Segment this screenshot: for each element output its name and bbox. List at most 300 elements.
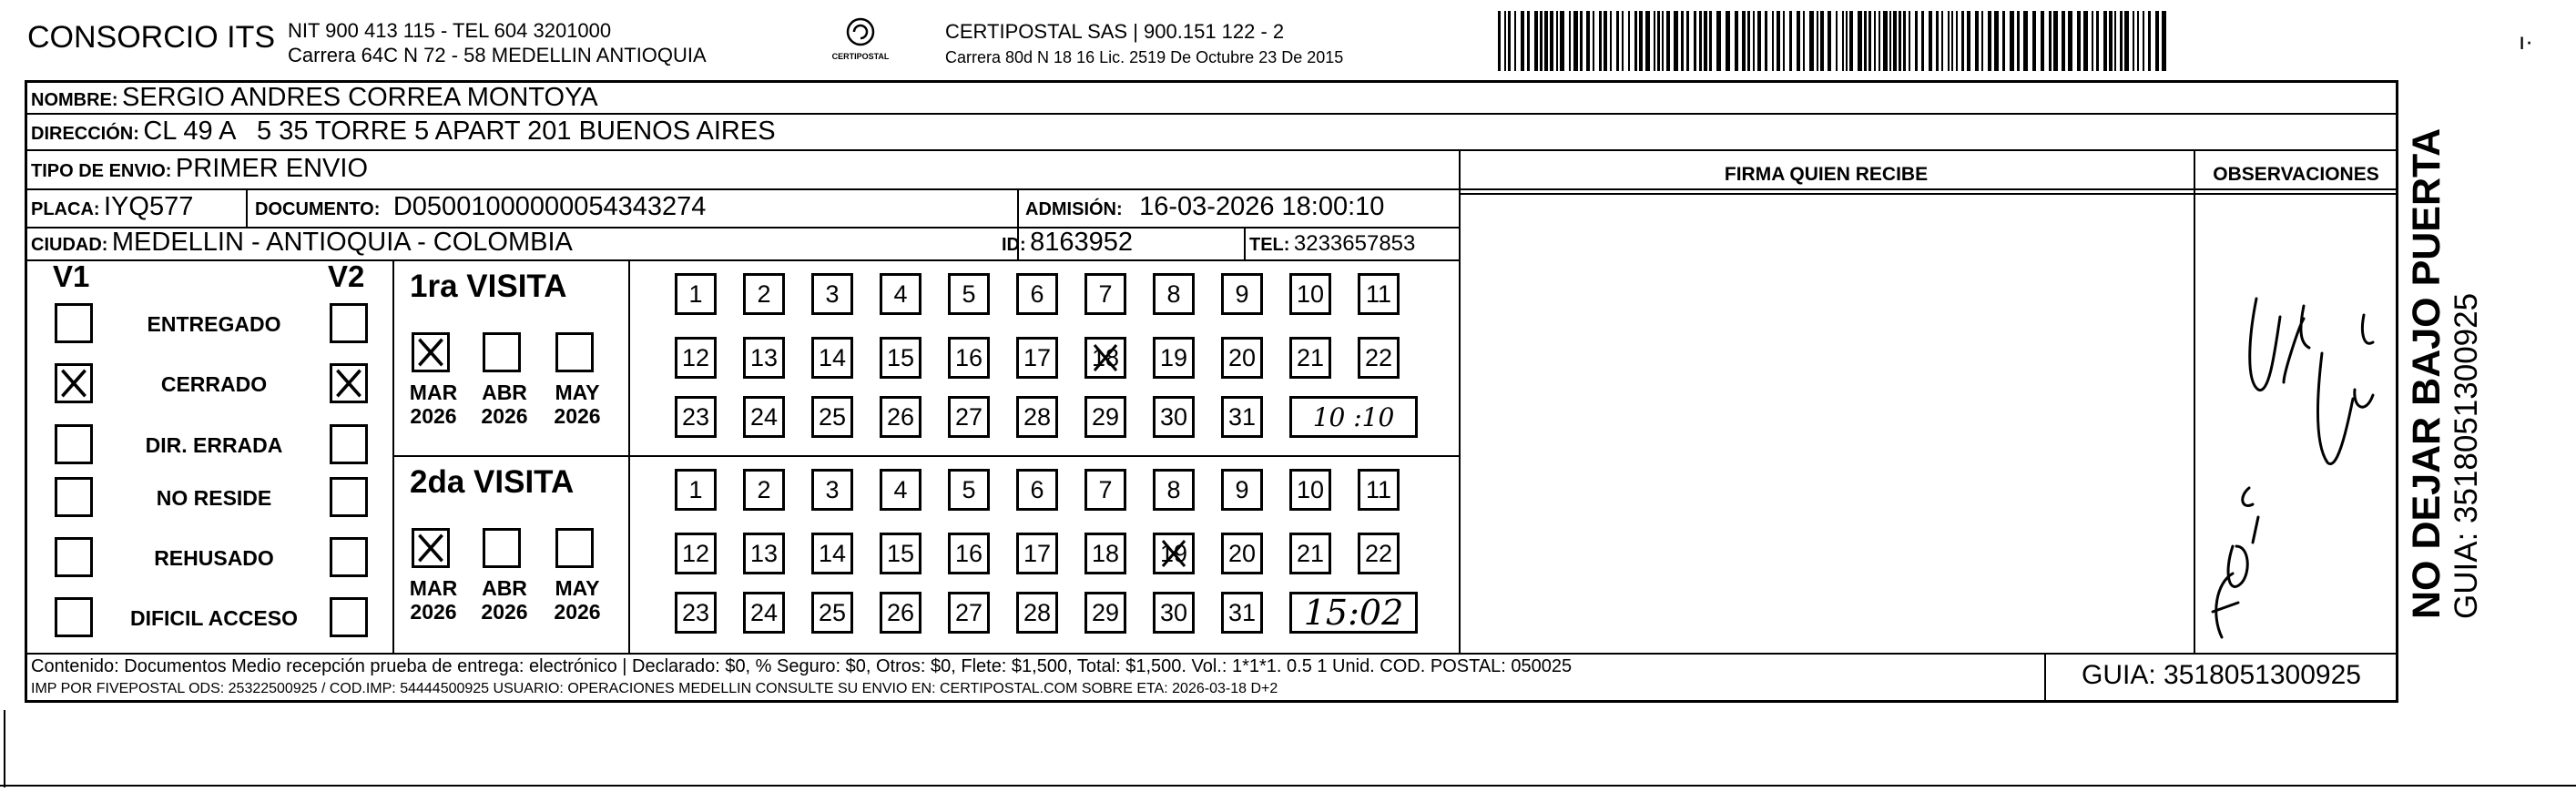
day-box-20[interactable] [1221, 533, 1263, 574]
day-number: 2 [757, 279, 771, 308]
day-number: 27 [954, 598, 983, 626]
day-box-28[interactable] [1016, 592, 1058, 634]
day-number: 16 [954, 343, 983, 371]
nombre-value: SERGIO ANDRES CORREA MONTOYA [122, 83, 598, 112]
day-box-12[interactable] [675, 337, 717, 379]
day-number: 26 [886, 402, 915, 431]
barcode-bar [1915, 11, 1918, 71]
day-box-9[interactable] [1221, 273, 1263, 315]
day-box-31[interactable] [1221, 396, 1263, 438]
month-label [475, 576, 534, 624]
day-box-1[interactable] [675, 273, 717, 315]
day-number: 12 [681, 539, 710, 567]
day-box-27[interactable] [948, 396, 990, 438]
barcode-bar [1757, 11, 1761, 71]
barcode-bar [2133, 11, 2134, 71]
day-box-8[interactable] [1153, 469, 1195, 511]
barcode-bar [1941, 11, 1943, 71]
side-mark: ı· [2519, 27, 2533, 55]
day-box-8[interactable] [1153, 273, 1195, 315]
barcode-bar [1817, 11, 1818, 71]
day-number: 5 [962, 475, 976, 503]
day-box-15[interactable] [880, 337, 921, 379]
day-box-22[interactable] [1358, 337, 1400, 379]
month-checkbox-may[interactable] [555, 332, 594, 372]
status-label-3: DIR. ERRADA [145, 433, 283, 457]
tipo-field [31, 154, 368, 184]
day-number: 27 [954, 402, 983, 431]
barcode-bar [2062, 11, 2065, 71]
logo-text: CERTIPOSTAL [831, 52, 890, 61]
admision-label: ADMISIÓN: [1025, 199, 1123, 219]
side-guia: GUIA: 3518051300925 [2449, 292, 2484, 619]
barcode-bar [1879, 11, 1880, 71]
day-number: 14 [818, 343, 847, 371]
day-box-15[interactable] [880, 533, 921, 574]
month-year: 2026 [410, 600, 457, 624]
barcode-bar [1699, 11, 1702, 71]
day-number: 7 [1098, 475, 1113, 503]
v2-checkbox-5[interactable] [330, 537, 368, 577]
day-box-25[interactable] [811, 592, 853, 634]
barcode-bar [1948, 11, 1950, 71]
month-checkbox-mar[interactable] [412, 332, 450, 372]
company-address: Carrera 64C N 72 - 58 MEDELLIN ANTIOQUIA [288, 44, 707, 66]
day-box-4[interactable] [880, 273, 921, 315]
day-number: 30 [1159, 402, 1188, 431]
courier-nit: CERTIPOSTAL SAS | 900.151 122 - 2 [945, 20, 1285, 43]
observaciones-header: OBSERVACIONES [2213, 164, 2379, 185]
month-year: 2026 [554, 600, 601, 624]
v1-checkbox-2[interactable] [55, 363, 93, 403]
barcode-bar [1498, 11, 1501, 71]
day-box-21[interactable] [1289, 533, 1331, 574]
barcode-bar [1586, 11, 1590, 71]
day-number: 20 [1227, 539, 1257, 567]
day-box-22[interactable] [1358, 533, 1400, 574]
barcode-bar [1508, 11, 1511, 71]
barcode-bar [1929, 11, 1932, 71]
month-year: 2026 [410, 404, 457, 428]
barcode-bar [1765, 11, 1767, 71]
barcode-bar [1521, 11, 1524, 71]
barcode-bar [1560, 11, 1564, 71]
barcode-bar [1735, 11, 1738, 71]
v2-checkbox-1[interactable] [330, 303, 368, 343]
month-name: ABR [482, 576, 527, 600]
day-box-23[interactable] [675, 396, 717, 438]
barcode-bar [1593, 11, 1594, 71]
barcode-bar [1893, 11, 1897, 71]
day-box-11[interactable] [1358, 469, 1400, 511]
barcode-bar [1858, 11, 1862, 71]
x-mark-icon [57, 366, 90, 401]
visit-time-box-1[interactable] [1289, 396, 1418, 438]
day-number: 12 [681, 343, 710, 371]
day-number: 30 [1159, 598, 1188, 626]
month-year: 2026 [481, 404, 528, 428]
day-box-21[interactable] [1289, 337, 1331, 379]
v2-checkbox-2[interactable] [330, 363, 368, 403]
day-box-27[interactable] [948, 592, 990, 634]
day-box-31[interactable] [1221, 592, 1263, 634]
x-mark-icon [1156, 535, 1192, 572]
day-number: 1 [688, 279, 703, 308]
barcode-bar [2155, 11, 2159, 71]
tel-label: TEL: [1249, 235, 1290, 255]
month-label [404, 381, 463, 428]
barcode-bar [1556, 11, 1558, 71]
tipo-label: TIPO DE ENVIO: [31, 161, 172, 181]
barcode-bar [1846, 11, 1848, 71]
month-checkbox-abr[interactable] [483, 332, 521, 372]
barcode-bar [1666, 11, 1670, 71]
month-name: MAR [409, 576, 458, 600]
x-mark-icon [414, 531, 447, 565]
barcode-bar [1622, 11, 1624, 71]
day-box-29[interactable] [1084, 396, 1126, 438]
day-box-9[interactable] [1221, 469, 1263, 511]
barcode-bar [1951, 11, 1953, 71]
barcode-bar [1599, 11, 1602, 71]
courier-info [945, 18, 1343, 71]
barcode-bar [1569, 11, 1571, 71]
imp-text: IMP POR FIVEPOSTAL ODS: 25322500925 / COD.IMP: 54444500925 USUARIO: OPERACIONES MEDELLIN CONSULTE SU ENVIO EN: CERTIPOSTAL.COM SOBRE ETA: 2026-03-18 D+2 [31, 681, 1278, 696]
day-number: 14 [818, 539, 847, 567]
barcode-bar [1610, 11, 1612, 71]
ciudad-field [31, 228, 573, 258]
barcode-bar [1772, 11, 1774, 71]
certipostal-logo [824, 16, 897, 61]
barcode-bar [2023, 11, 2028, 71]
barcode-bar [2162, 11, 2166, 71]
day-number: 28 [1023, 402, 1052, 431]
status-label-5: REHUSADO [154, 546, 274, 570]
day-number: 13 [749, 539, 779, 567]
barcode-bar [1639, 11, 1643, 71]
barcode-bar [1527, 11, 1530, 71]
placa-label: PLACA: [31, 199, 100, 219]
barcode-bar [2077, 11, 2081, 71]
day-box-14[interactable] [811, 337, 853, 379]
status-label-4: NO RESIDE [156, 486, 272, 510]
v1-checkbox-5[interactable] [55, 537, 93, 577]
month-label [404, 576, 463, 624]
day-box-13[interactable] [743, 337, 785, 379]
v1-label: V1 [53, 259, 90, 293]
direccion-value: CL 49 A 5 35 TORRE 5 APART 201 BUENOS AIRES [143, 117, 776, 146]
v2-checkbox-4[interactable] [330, 477, 368, 517]
barcode-bar [1903, 11, 1906, 71]
tel-value: 3233657853 [1293, 231, 1416, 256]
day-box-14[interactable] [811, 533, 853, 574]
barcode-bar [2041, 11, 2044, 71]
day-box-20[interactable] [1221, 337, 1263, 379]
day-box-1[interactable] [675, 469, 717, 511]
handwritten-signature [2185, 273, 2395, 646]
firma-header: FIRMA QUIEN RECIBE [1724, 164, 1929, 185]
v1-checkbox-4[interactable] [55, 477, 93, 517]
day-box-24[interactable] [743, 592, 785, 634]
barcode-bar [2010, 11, 2014, 71]
visit-time-box-2[interactable] [1289, 592, 1418, 634]
barcode-bar [1716, 11, 1721, 71]
day-number: 20 [1227, 343, 1257, 371]
day-box-16[interactable] [948, 337, 990, 379]
barcode-bar [1961, 11, 1964, 71]
barcode-bar [1550, 11, 1553, 71]
barcode-bar [1654, 11, 1655, 71]
day-box-19[interactable] [1153, 337, 1195, 379]
visit-title-1: 1ra VISITA [410, 269, 567, 304]
v1-checkbox-6[interactable] [55, 597, 93, 637]
v2-checkbox-3[interactable] [330, 424, 368, 464]
barcode-bar [2148, 11, 2151, 71]
day-box-19[interactable] [1153, 533, 1195, 574]
day-box-7[interactable] [1084, 273, 1126, 315]
barcode-bar [1988, 11, 1991, 71]
barcode-bar [1645, 11, 1650, 71]
day-box-17[interactable] [1016, 337, 1058, 379]
day-box-18[interactable] [1084, 533, 1126, 574]
day-box-6[interactable] [1016, 469, 1058, 511]
barcode-bar [1874, 11, 1876, 71]
barcode-bar [1726, 11, 1730, 71]
day-box-6[interactable] [1016, 273, 1058, 315]
day-box-3[interactable] [811, 273, 853, 315]
barcode-bar [1504, 11, 1506, 71]
day-number: 8 [1166, 279, 1181, 308]
day-number: 15 [886, 343, 915, 371]
barcode-bar [1936, 11, 1939, 71]
day-number: 21 [1296, 539, 1325, 567]
barcode-bar [1514, 11, 1516, 71]
barcode-bar [1883, 11, 1888, 71]
day-number: 23 [681, 598, 710, 626]
month-year: 2026 [481, 600, 528, 624]
day-box-17[interactable] [1016, 533, 1058, 574]
barcode-bar [1634, 11, 1637, 71]
day-number: 29 [1091, 402, 1120, 431]
status-label-2: CERRADO [160, 372, 268, 396]
day-number: 22 [1364, 343, 1393, 371]
barcode-bar [2124, 11, 2129, 71]
barcode-bar [1709, 11, 1712, 71]
x-mark-icon [332, 366, 365, 401]
barcode-bar [1704, 11, 1707, 71]
day-box-3[interactable] [811, 469, 853, 511]
barcode-bar [1909, 11, 1910, 71]
barcode-bar [1580, 11, 1583, 71]
day-number: 6 [1030, 279, 1044, 308]
day-number: 22 [1364, 539, 1393, 567]
barcode-bar [1868, 11, 1871, 71]
day-number: 9 [1235, 279, 1249, 308]
barcode-bar [2017, 11, 2020, 71]
barcode-bar [1694, 11, 1696, 71]
barcode-bar [1789, 11, 1792, 71]
day-number: 17 [1023, 343, 1052, 371]
month-name: MAR [409, 381, 458, 404]
day-number: 25 [818, 598, 847, 626]
barcode-bar [1616, 11, 1619, 71]
admision-value: 16-03-2026 18:00:10 [1139, 192, 1385, 221]
barcode-bar [2109, 11, 2113, 71]
barcode-bar [1657, 11, 1660, 71]
status-label-6: DIFICIL ACCESO [129, 606, 298, 630]
day-box-13[interactable] [743, 533, 785, 574]
day-number: 10 [1296, 279, 1325, 308]
day-box-7[interactable] [1084, 469, 1126, 511]
day-number: 6 [1030, 475, 1044, 503]
footer-guia: GUIA: 3518051300925 [2082, 660, 2361, 690]
barcode-bar [1975, 11, 1979, 71]
barcode-bar [1956, 11, 1958, 71]
month-checkbox-mar[interactable] [412, 528, 450, 568]
barcode-bar [1899, 11, 1901, 71]
day-number: 13 [749, 343, 779, 371]
day-number: 11 [1365, 279, 1392, 308]
day-box-10[interactable] [1289, 273, 1331, 315]
month-label [548, 576, 606, 624]
barcode-bar [1889, 11, 1891, 71]
barcode-bar [2053, 11, 2058, 71]
v1-checkbox-3[interactable] [55, 424, 93, 464]
barcode-bar [1573, 11, 1578, 71]
day-box-26[interactable] [880, 592, 921, 634]
day-box-18[interactable] [1084, 337, 1126, 379]
day-box-29[interactable] [1084, 592, 1126, 634]
day-number: 3 [825, 475, 840, 503]
day-number: 8 [1166, 475, 1181, 503]
barcode-bar [1686, 11, 1689, 71]
barcode-bar [1753, 11, 1755, 71]
v2-checkbox-6[interactable] [330, 597, 368, 637]
barcode-bar [1662, 11, 1664, 71]
barcode-bar [1777, 11, 1780, 71]
day-box-24[interactable] [743, 396, 785, 438]
day-box-10[interactable] [1289, 469, 1331, 511]
id-label: ID: [1002, 235, 1026, 255]
barcode-bar [1864, 11, 1867, 71]
barcode-bar [1967, 11, 1970, 71]
documento-label: DOCUMENTO: [255, 199, 381, 219]
day-number: 10 [1296, 475, 1325, 503]
day-box-26[interactable] [880, 396, 921, 438]
month-year: 2026 [554, 404, 601, 428]
day-number: 28 [1023, 598, 1052, 626]
day-box-5[interactable] [948, 273, 990, 315]
day-number: 31 [1227, 402, 1257, 431]
day-number: 26 [886, 598, 915, 626]
documento-field [255, 192, 706, 222]
documento-value: D05001000000054343274 [392, 192, 707, 221]
day-number: 16 [954, 539, 983, 567]
month-name: ABR [482, 381, 527, 404]
month-checkbox-abr[interactable] [483, 528, 521, 568]
barcode-bar [1628, 11, 1630, 71]
day-box-28[interactable] [1016, 396, 1058, 438]
month-label [475, 381, 534, 428]
day-number: 2 [757, 475, 771, 503]
month-name: MAY [555, 576, 600, 600]
barcode-bar [1604, 11, 1607, 71]
barcode-bar [2096, 11, 2099, 71]
barcode-bar [2137, 11, 2139, 71]
day-number: 18 [1091, 343, 1120, 371]
day-number: 18 [1091, 539, 1120, 567]
company-name: CONSORCIO ITS [27, 20, 276, 55]
logo-icon [840, 16, 881, 47]
month-checkbox-may[interactable] [555, 528, 594, 568]
admision-field [1025, 192, 1384, 222]
barcode-bar [2083, 11, 2088, 71]
barcode-bar [1820, 11, 1824, 71]
barcode [1498, 11, 2167, 71]
day-number: 21 [1296, 343, 1325, 371]
day-number: 11 [1365, 475, 1392, 503]
visit-title-2: 2da VISITA [410, 464, 575, 500]
placa-field [31, 192, 193, 222]
barcode-bar [2114, 11, 2116, 71]
tipo-value: PRIMER ENVIO [175, 154, 369, 183]
company-nit: NIT 900 413 115 - TEL 604 3201000 [288, 19, 612, 42]
day-box-12[interactable] [675, 533, 717, 574]
barcode-bar [2103, 11, 2107, 71]
day-box-5[interactable] [948, 469, 990, 511]
side-warning: NO DEJAR BAJO PUERTA [2405, 127, 2449, 619]
day-number: 5 [962, 279, 976, 308]
day-box-4[interactable] [880, 469, 921, 511]
placa-value: IYQ577 [104, 192, 194, 221]
barcode-bar [1674, 11, 1678, 71]
barcode-bar [1681, 11, 1684, 71]
day-box-16[interactable] [948, 533, 990, 574]
day-box-2[interactable] [743, 469, 785, 511]
day-box-25[interactable] [811, 396, 853, 438]
courier-address: Carrera 80d N 18 16 Lic. 2519 De Octubre 23 De 2015 [945, 48, 1344, 66]
ciudad-label: CIUDAD: [31, 235, 108, 255]
day-number: 29 [1091, 598, 1120, 626]
tel-field [1249, 231, 1415, 257]
visit-time: 10 :10 [1312, 401, 1395, 432]
direccion-label: DIRECCIÓN: [31, 124, 139, 144]
day-number: 4 [893, 475, 908, 503]
day-box-11[interactable] [1358, 273, 1400, 315]
day-number: 17 [1023, 539, 1052, 567]
company-info [288, 18, 707, 67]
day-box-30[interactable] [1153, 592, 1195, 634]
day-box-30[interactable] [1153, 396, 1195, 438]
v1-checkbox-1[interactable] [55, 303, 93, 343]
barcode-bar [1836, 11, 1838, 71]
barcode-bar [1783, 11, 1785, 71]
x-mark-icon [414, 335, 447, 370]
side-text [2404, 128, 2484, 619]
day-number: 1 [688, 475, 703, 503]
barcode-bar [2049, 11, 2052, 71]
barcode-bar [2092, 11, 2093, 71]
barcode-bar [1742, 11, 1746, 71]
day-number: 24 [749, 402, 779, 431]
day-number: 15 [886, 539, 915, 567]
day-box-2[interactable] [743, 273, 785, 315]
day-number: 25 [818, 402, 847, 431]
v2-label: V2 [328, 259, 365, 293]
month-label [548, 381, 606, 428]
day-box-23[interactable] [675, 592, 717, 634]
day-number: 24 [749, 598, 779, 626]
